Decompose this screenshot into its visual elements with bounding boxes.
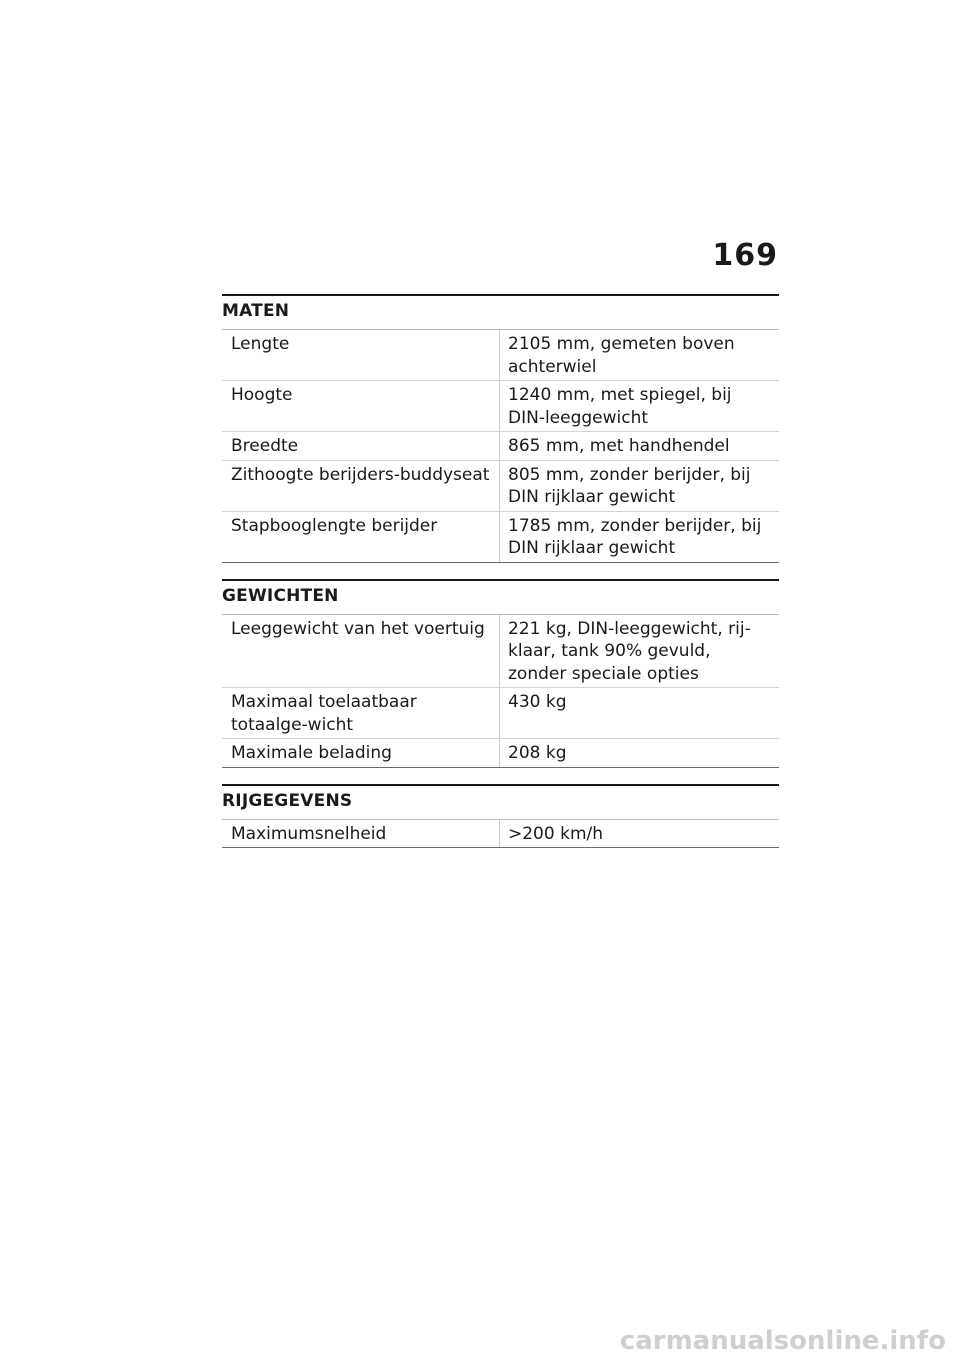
table-row xyxy=(222,688,779,739)
spec-label: Hoogte xyxy=(222,381,500,431)
spec-value: 430 kg xyxy=(508,692,567,712)
table-row xyxy=(222,512,779,563)
spec-label: Maximumsnelheid xyxy=(222,820,500,848)
spec-table-rijgegevens xyxy=(222,819,779,849)
spec-value: 1785 mm, zonder berijder, bij DIN rijklaar gewicht xyxy=(508,515,762,558)
spec-table-maten xyxy=(222,329,779,563)
spec-value: 221 kg, DIN-leeggewicht, rij-klaar, tank 90% gevuld, zonder speciale opties xyxy=(508,618,751,684)
spec-value: >200 km/h xyxy=(508,823,604,844)
spec-value: 865 mm, met handhendel xyxy=(508,436,730,456)
spec-label: Zithoogte berijders-buddyseat xyxy=(222,461,500,511)
spec-label: Leeggewicht van het voertuig xyxy=(222,615,500,688)
spec-label: Maximaal toelaatbaar totaalge-wicht xyxy=(222,688,500,738)
table-row xyxy=(222,820,779,849)
section-maten xyxy=(222,294,779,563)
table-row xyxy=(222,615,779,689)
spec-value: 2105 mm, gemeten boven achterwiel xyxy=(508,334,735,377)
section-gewichten xyxy=(222,579,779,768)
spec-content xyxy=(222,294,779,864)
section-rijgegevens xyxy=(222,784,779,849)
spec-label: Lengte xyxy=(222,330,500,380)
section-title: GEWICHTEN xyxy=(222,579,779,614)
table-row xyxy=(222,739,779,768)
spec-label: Stapbooglengte berijder xyxy=(222,512,500,562)
table-row xyxy=(222,432,779,461)
spec-value: 805 mm, zonder berijder, bij DIN rijklaar gewicht xyxy=(508,464,751,507)
spec-value: 208 kg xyxy=(508,743,567,763)
table-row xyxy=(222,461,779,512)
table-row xyxy=(222,330,779,381)
page-number: 169 xyxy=(712,238,778,273)
spec-label: Maximale belading xyxy=(222,739,500,767)
section-title: MATEN xyxy=(222,294,779,329)
spec-value: 1240 mm, met spiegel, bij DIN-leeggewicht xyxy=(508,385,732,428)
section-title: RIJGEGEVENS xyxy=(222,784,779,819)
spec-label: Breedte xyxy=(222,432,500,460)
watermark: carmanualsonline.info xyxy=(619,1326,946,1356)
spec-table-gewichten xyxy=(222,614,779,768)
table-row xyxy=(222,381,779,432)
